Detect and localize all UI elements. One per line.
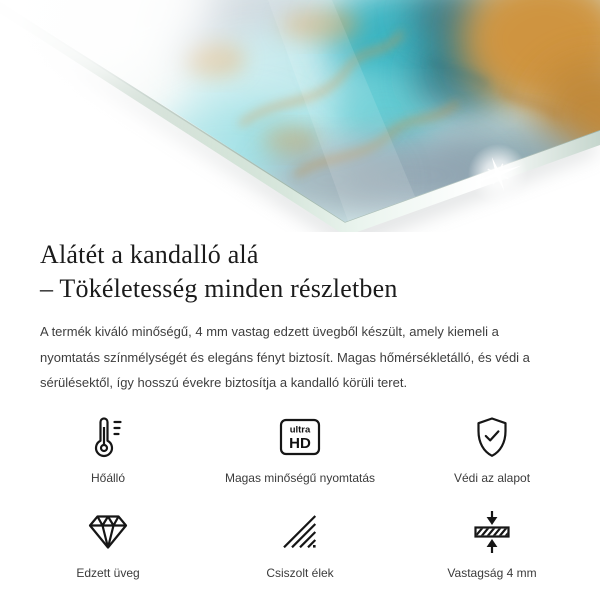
ultra-hd-badge-line1: ultra (289, 424, 311, 435)
feature-item (204, 414, 396, 485)
feature-item (12, 509, 204, 580)
page-title-line2: – Tökéletesség minden részletben (40, 274, 398, 303)
page-title (40, 238, 600, 306)
thickness-icon (472, 509, 512, 555)
feature-item (396, 509, 588, 580)
feature-label: Edzett üveg (76, 565, 140, 580)
product-image (0, 0, 600, 232)
glass-panel-art (0, 0, 600, 232)
feature-label: Vastagság 4 mm (447, 565, 537, 580)
ultra-hd-icon (278, 414, 322, 460)
features-grid (12, 414, 588, 580)
ultra-hd-badge-line2: HD (289, 434, 311, 452)
feature-label: Védi az alapot (453, 470, 531, 485)
feature-item (396, 414, 588, 485)
shield-check-icon (472, 414, 512, 460)
page-title-line1: Alátét a kandalló alá (40, 240, 259, 269)
product-description: A termék kiváló minőségű, 4 mm vastag edzett üvegből készült, amely kiemeli a nyomtatás színmélységét és elegáns fényt biztosít. Magas hőmérsékletálló, és védi a sérülésektől, így hosszú évekre biztosítja a kandalló körüli teret. (40, 324, 530, 390)
feature-label: Hőálló (90, 470, 126, 485)
feature-label: Csiszolt élek (266, 565, 334, 580)
feature-label: Magas minőségű nyomtatás (224, 470, 376, 485)
feature-item (12, 414, 204, 485)
diamond-icon (85, 509, 131, 555)
polished-edges-icon (280, 509, 320, 555)
feature-item (204, 509, 396, 580)
thermometer-icon (88, 414, 128, 460)
